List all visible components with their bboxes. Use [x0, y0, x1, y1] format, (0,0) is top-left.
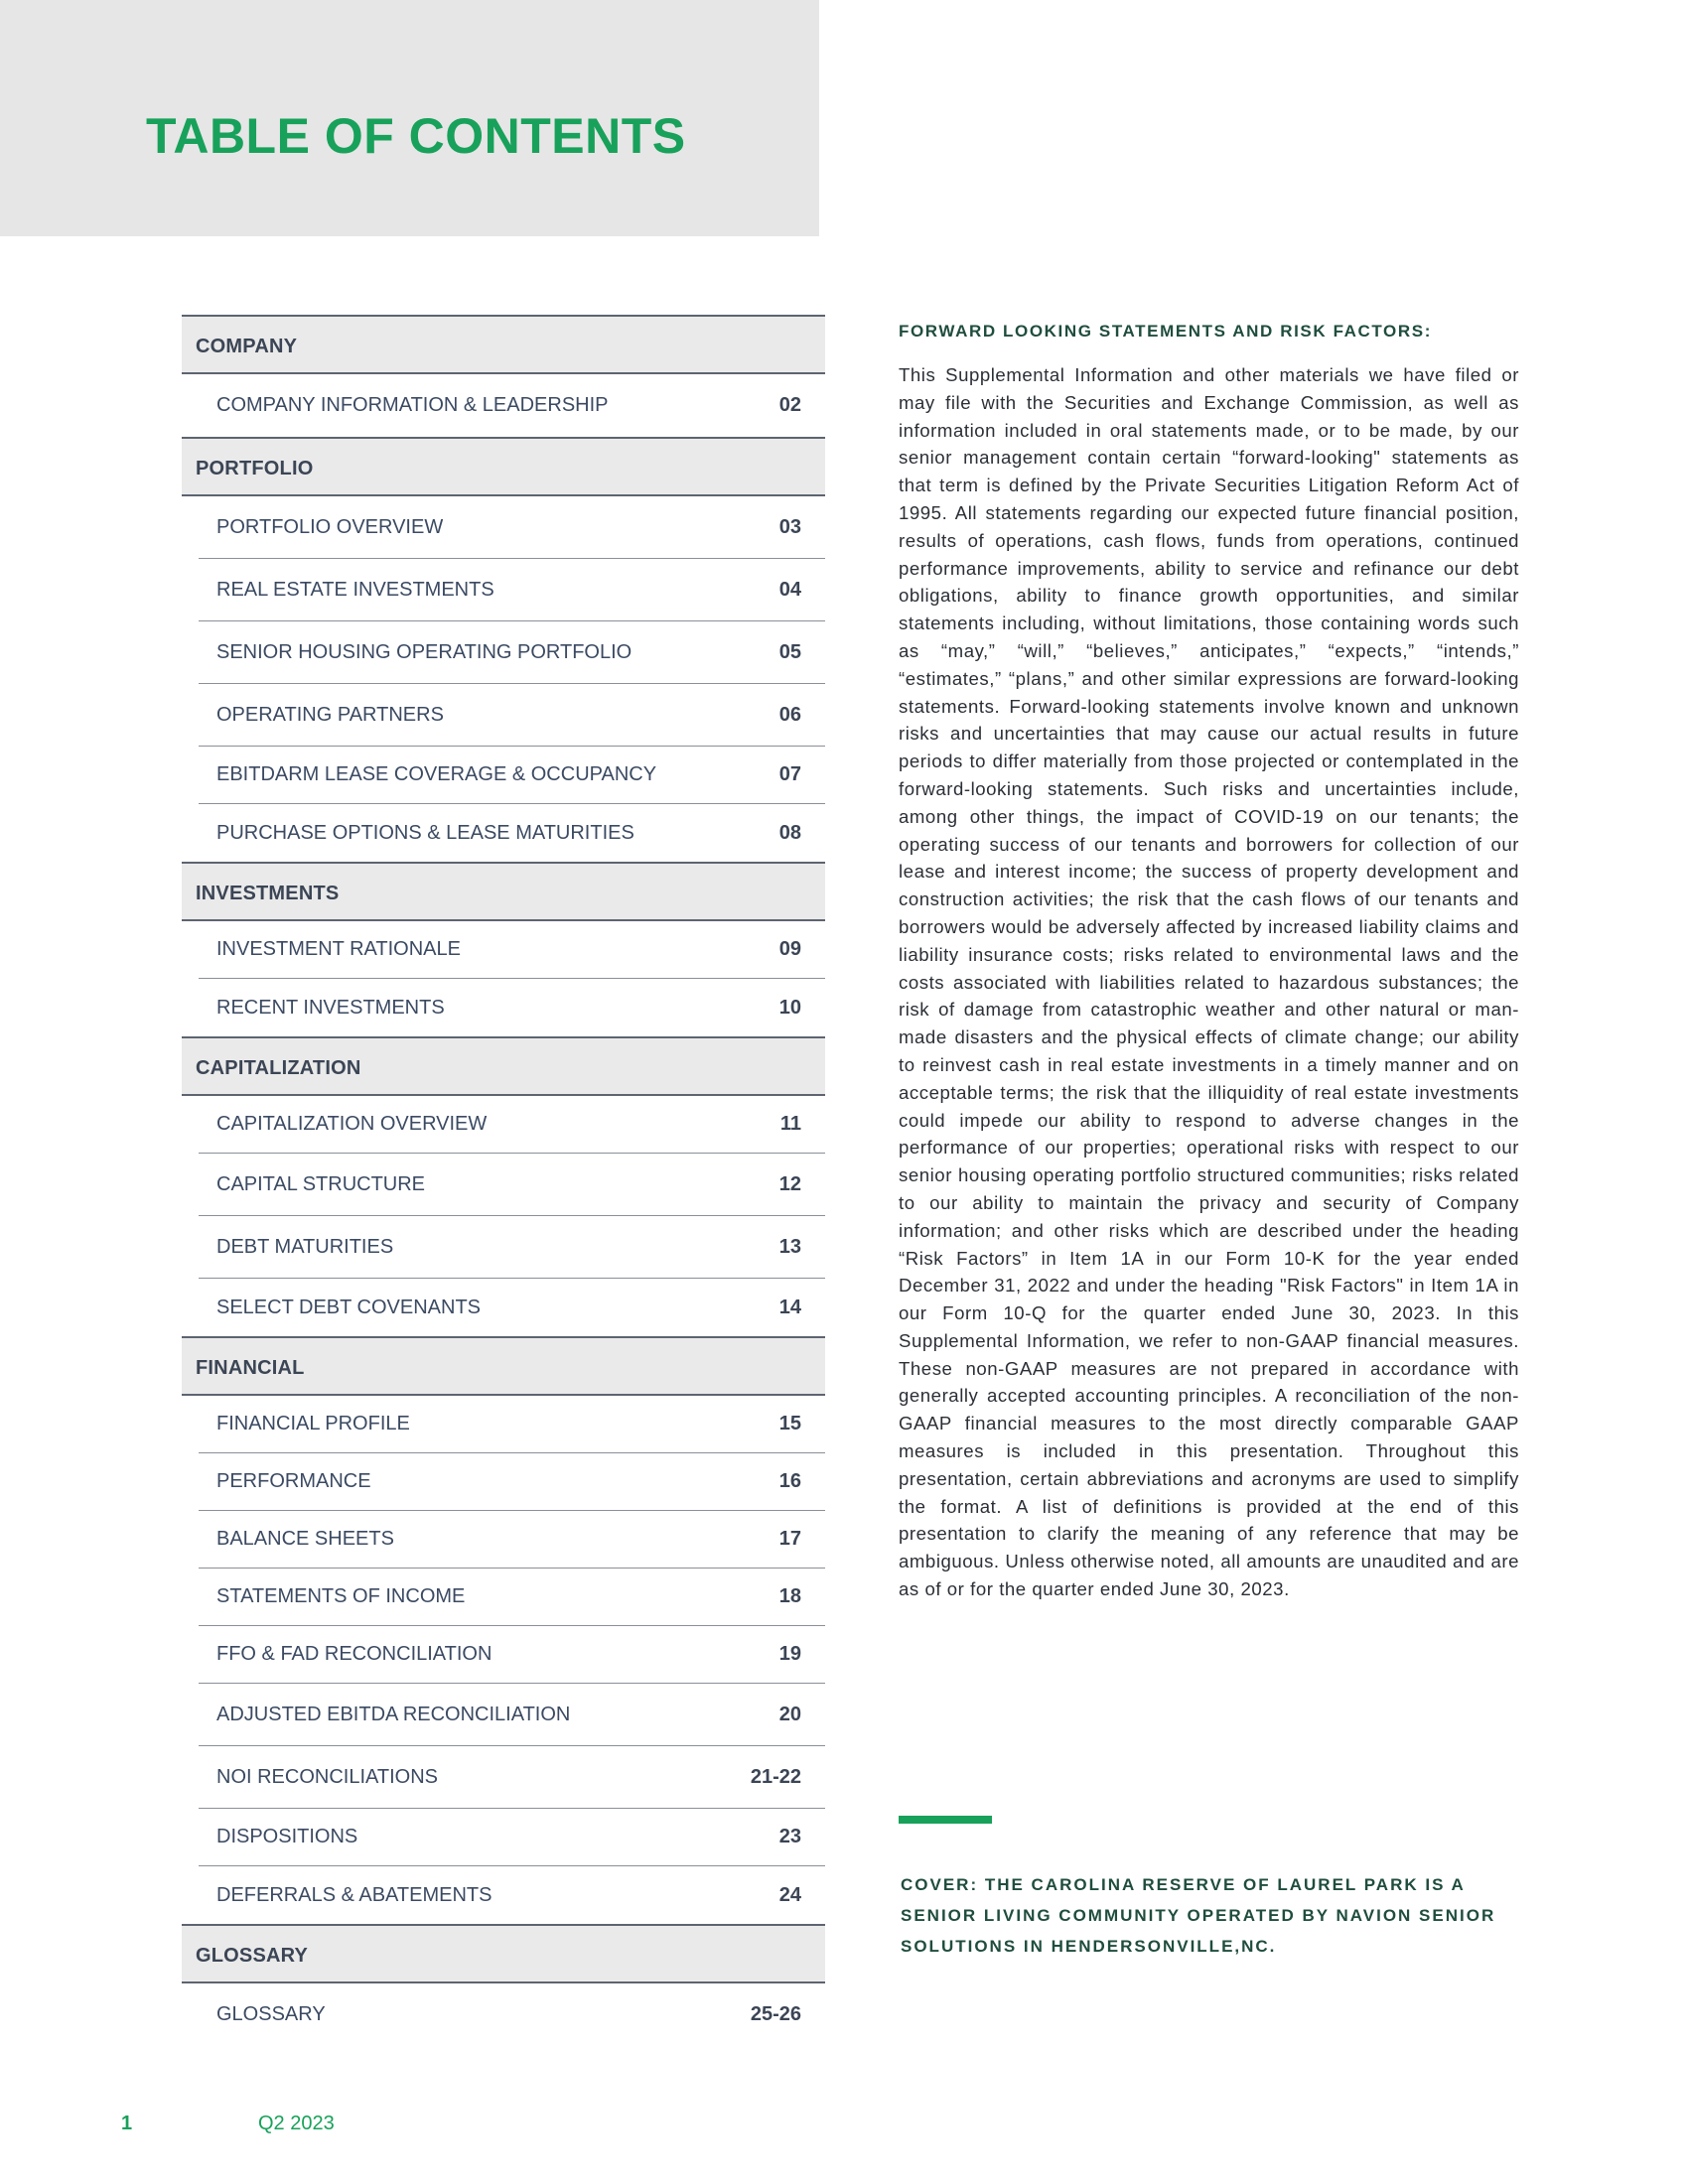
toc-entry-label: STATEMENTS OF INCOME — [216, 1585, 466, 1607]
toc-section-items — [182, 496, 825, 862]
toc-entry-page: 24 — [778, 1883, 801, 1906]
toc-entry[interactable] — [199, 747, 825, 804]
toc-entry-page: 06 — [778, 703, 801, 726]
toc-section-items — [182, 1396, 825, 1924]
toc-entry-label: OPERATING PARTNERS — [216, 703, 444, 726]
toc-entry-label: DEBT MATURITIES — [216, 1235, 394, 1258]
toc-entry-page: 11 — [779, 1113, 801, 1135]
toc-entry[interactable] — [199, 1626, 825, 1684]
toc-section-company: COMPANY — [182, 315, 825, 374]
toc-entry-label: EBITDARM LEASE COVERAGE & OCCUPANCY — [216, 763, 657, 785]
toc-entry[interactable] — [199, 1279, 825, 1336]
toc-entry[interactable] — [199, 1396, 825, 1453]
toc-entry-page: 02 — [778, 394, 801, 416]
toc-entry-page: 13 — [778, 1235, 801, 1258]
toc-entry-label: PORTFOLIO OVERVIEW — [216, 515, 444, 538]
toc-entry[interactable] — [199, 684, 825, 747]
toc-entry[interactable] — [199, 1511, 825, 1569]
toc-section-items — [182, 1983, 825, 2046]
toc-entry-page: 15 — [778, 1413, 801, 1434]
toc-entry[interactable] — [199, 1154, 825, 1216]
toc-entry-label: COMPANY INFORMATION & LEADERSHIP — [216, 394, 609, 416]
toc-entry[interactable] — [199, 1453, 825, 1511]
green-divider — [899, 1816, 992, 1824]
toc-entry[interactable] — [199, 921, 825, 979]
toc-entry[interactable] — [199, 1983, 825, 2046]
toc-entry-label: BALANCE SHEETS — [216, 1528, 394, 1550]
toc-entry-label: PURCHASE OPTIONS & LEASE MATURITIES — [216, 821, 634, 844]
toc-entry-label: CAPITALIZATION OVERVIEW — [216, 1113, 488, 1135]
toc-entry[interactable] — [199, 1866, 825, 1924]
toc-entry-label: NOI RECONCILIATIONS — [216, 1765, 438, 1788]
cover-caption: COVER: THE CAROLINA RESERVE OF LAUREL PARK IS A SENIOR LIVING COMMUNITY OPERATED BY NAVION SENIOR SOLUTIONS IN HENDERSONVILLE,NC. — [901, 1875, 1496, 1956]
toc-entry-page: 25-26 — [750, 2003, 801, 2025]
toc-entry-page: 12 — [778, 1172, 801, 1195]
forward-looking-body: This Supplemental Information and other materials we have filed or may file with the Securities and Exchange Commission, as well as information included in oral statements made, or to be made, by our senior management contain certain “forward-looking" statements as that term is defined by the Private Securities Litigation Reform Act of 1995. All statements regarding our expected future financial position, results of operations, cash flows, funds from operations, continued performance improvements, ability to service and refinance our debt obligations, ability to finance growth opportunities, and similar statements including, without limitations, those containing words such as “may,” “will,” “believes,” anticipates,” “expects,” “intends,” “estimates,” “plans,” and other similar expressions are forward-looking statements. Forward-looking statements involve known and unknown risks and uncertainties that may cause our actual results in future periods to differ materially from those projected or contemplated in the forward-looking statements. Such risks and uncertainties include, among other things, the impact of COVID-19 on our tenants; the operating success of our tenants and borrowers for collection of our lease and interest income; the success of property development and construction activities; the risk that the cash flows of our tenants and borrowers would be adversely affected by increased liability claims and liability insurance costs; risks related to environmental laws and the costs associated with liabilities related to hazardous substances; the risk of damage from catastrophic weather and other natural or man-made disasters and the physical effects of climate change; our ability to reinvest cash in real estate investments in a timely manner and on acceptable terms; the risk that the illiquidity of real estate investments could impede our ability to respond to adverse changes in the performance of our properties; operational risks with respect to our senior housing operating portfolio structured communities; risks related to our ability to maintain the privacy and security of Company information; and other risks which are described under the heading “Risk Factors” in Item 1A in our Form 10-K for the year ended December 31, 2022 and under the heading "Risk Factors" in Item 1A in our Form 10-Q for the quarter ended June 30, 2023. In this Supplemental Information, we refer to non-GAAP financial measures. These non-GAAP measures are not prepared in accordance with generally accepted accounting principles. A reconciliation of the non-GAAP financial measures to the most directly comparable GAAP measures is included in this presentation. Throughout this presentation, certain abbreviations and acronyms are used to simplify the format. A list of definitions is provided at the end of this presentation to clarify the meaning of any reference that may be ambiguous. Unless otherwise noted, all amounts are unaudited and are as of or for the quarter ended June 30, 2023. — [899, 364, 1519, 1600]
toc-entry-label: DEFERRALS & ABATEMENTS — [216, 1883, 492, 1906]
toc-entry-page: 10 — [778, 996, 801, 1019]
toc-entry[interactable] — [199, 1746, 825, 1809]
toc-entry-label: DISPOSITIONS — [216, 1826, 358, 1847]
toc-entry-page: 08 — [778, 821, 801, 844]
toc-entry-label: SENIOR HOUSING OPERATING PORTFOLIO — [216, 640, 633, 663]
toc-entry-label: FFO & FAD RECONCILIATION — [216, 1643, 492, 1665]
toc-section-capitalization: CAPITALIZATION — [182, 1036, 825, 1096]
toc-section-portfolio: PORTFOLIO — [182, 437, 825, 496]
page-title: TABLE OF CONTENTS — [146, 108, 686, 164]
toc-entry-label: REAL ESTATE INVESTMENTS — [216, 578, 494, 601]
toc-entry-page: 05 — [778, 640, 801, 663]
toc-entry-label: SELECT DEBT COVENANTS — [216, 1296, 481, 1318]
toc-section-items — [182, 374, 825, 437]
toc-entry-page: 19 — [778, 1643, 801, 1665]
toc-section-items — [182, 921, 825, 1036]
toc-entry[interactable] — [199, 374, 825, 437]
toc-entry-page: 09 — [778, 938, 801, 960]
table-of-contents — [182, 315, 825, 2046]
toc-section-investments: INVESTMENTS — [182, 862, 825, 921]
toc-entry-page: 14 — [778, 1296, 801, 1318]
forward-looking-heading: FORWARD LOOKING STATEMENTS AND RISK FACTORS: — [899, 322, 1432, 341]
toc-entry[interactable] — [199, 1216, 825, 1279]
toc-entry[interactable] — [199, 1809, 825, 1866]
toc-entry-label: GLOSSARY — [216, 2003, 326, 2025]
toc-entry[interactable] — [199, 979, 825, 1036]
toc-entry-label: INVESTMENT RATIONALE — [216, 938, 461, 960]
toc-entry[interactable] — [199, 559, 825, 621]
toc-entry-page: 04 — [778, 578, 801, 601]
toc-entry-label: PERFORMANCE — [216, 1470, 371, 1492]
toc-section-financial: FINANCIAL — [182, 1336, 825, 1396]
footer-page-number: 1 — [121, 2113, 133, 2134]
toc-entry-label: ADJUSTED EBITDA RECONCILIATION — [216, 1703, 571, 1725]
toc-entry[interactable] — [199, 496, 825, 559]
toc-entry-page: 20 — [778, 1703, 801, 1725]
toc-entry[interactable] — [199, 804, 825, 862]
toc-section-items — [182, 1096, 825, 1336]
toc-entry[interactable] — [199, 621, 825, 684]
toc-entry-page: 18 — [778, 1585, 801, 1607]
toc-entry-label: FINANCIAL PROFILE — [216, 1413, 410, 1434]
toc-entry-label: CAPITAL STRUCTURE — [216, 1172, 426, 1195]
toc-entry-page: 17 — [778, 1528, 801, 1550]
toc-entry-page: 07 — [778, 763, 801, 785]
toc-section-glossary: GLOSSARY — [182, 1924, 825, 1983]
toc-entry-page: 16 — [778, 1470, 801, 1492]
footer-period: Q2 2023 — [258, 2113, 335, 2134]
toc-entry-page: 03 — [778, 515, 801, 538]
toc-entry-page: 23 — [778, 1826, 801, 1847]
toc-entry[interactable] — [199, 1569, 825, 1626]
toc-entry-page: 21-22 — [750, 1765, 801, 1788]
toc-entry[interactable] — [199, 1096, 825, 1154]
toc-entry-label: RECENT INVESTMENTS — [216, 996, 445, 1019]
toc-entry[interactable] — [199, 1684, 825, 1746]
